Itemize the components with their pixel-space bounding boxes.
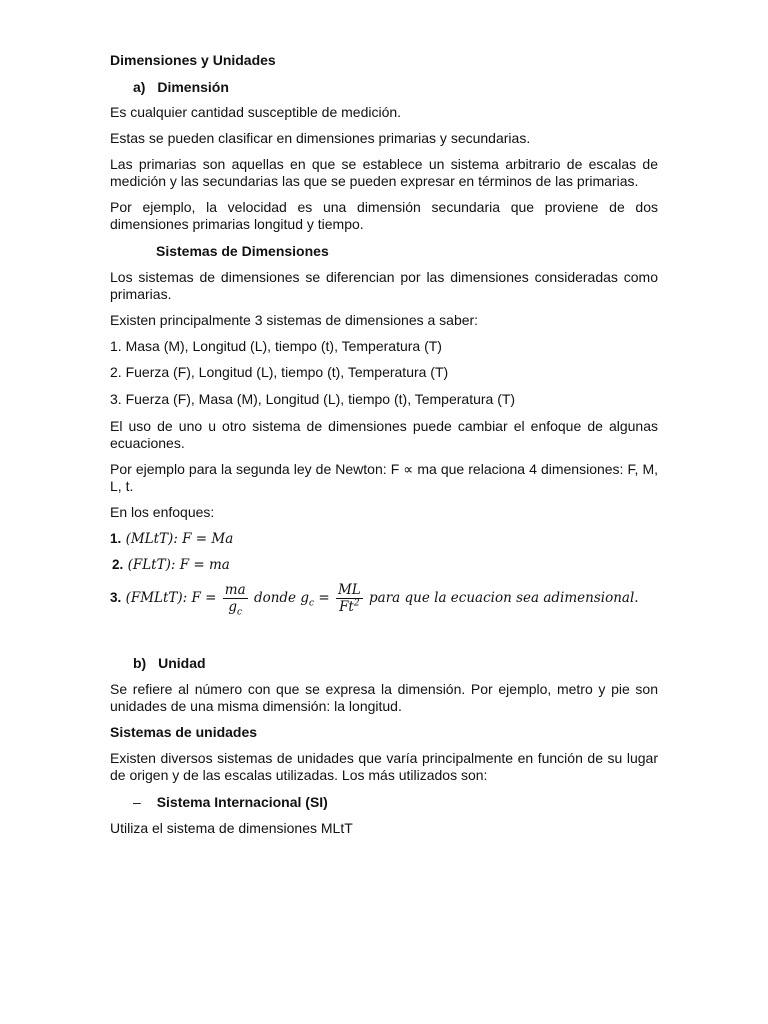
section-b-heading	[133, 655, 681, 672]
section-a-marker: a)	[133, 79, 146, 95]
equation-3-where: donde $g_c$ =	[253, 590, 330, 609]
fraction-2-denominator: Ft$^2$	[339, 598, 360, 615]
paragraph-velocity-example: Por ejemplo, la velocidad es una dimensión secundaria que proviene de dos dimensiones primarias longitud y tiempo.	[110, 199, 658, 232]
paragraph-primary-secondary: Las primarias son aquellas en que se establece un sistema arbitrario de escalas de medición y las secundarias las que se pueden expresar en términos de las primarias.	[110, 156, 658, 189]
bullet-si-heading: Sistema Internacional (SI)	[156, 794, 328, 810]
bullet-si	[133, 794, 681, 811]
fraction-ma-over-gc	[223, 582, 248, 618]
equation-2-number: 2.	[112, 557, 124, 572]
equation-3	[110, 582, 670, 618]
section-b-marker: b)	[133, 655, 147, 671]
section-a-heading	[133, 79, 681, 96]
subheading-unit-systems: Sistemas de unidades	[110, 724, 258, 740]
fraction-ml-over-ft2	[336, 582, 363, 615]
paragraph-unit-definition: Se refiere al número con que se expresa la dimensión. Por ejemplo, metro y pie son unidades de una misma dimensión: la longitud.	[110, 681, 658, 714]
paragraph-three-systems: Existen principalmente 3 sistemas de dimensiones a saber:	[110, 312, 479, 328]
fraction-1-numerator: ma	[224, 582, 246, 598]
list-item-system-1: 1. Masa (M), Longitud (L), tiempo (t), Temperatura (T)	[110, 338, 442, 354]
bullet-marker: –	[133, 794, 141, 810]
fraction-1-denominator: $g_c$	[228, 599, 243, 618]
section-a-title: Dimensión	[157, 79, 229, 95]
list-item-system-2: 2. Fuerza (F), Longitud (L), tiempo (t), Temperatura (T)	[110, 364, 449, 380]
equation-2	[112, 556, 660, 574]
equation-3-number: 3.	[110, 590, 122, 605]
paragraph-classification: Estas se pueden clasificar en dimensiones primarias y secundarias.	[110, 130, 531, 146]
equation-1-number: 1.	[110, 531, 122, 546]
document-title: Dimensiones y Unidades	[110, 52, 276, 68]
paragraph-newton-example: Por ejemplo para la segunda ley de Newton: F ∝ ma que relaciona 4 dimensiones: F, M, L, t.	[110, 461, 658, 494]
equation-1-body: (MLtT): F = Ma	[125, 531, 234, 547]
paragraph-unit-systems: Existen diversos sistemas de unidades que varía principalmente en función de su lugar de origen y de las escalas utilizadas. Los más utilizados son:	[110, 750, 658, 783]
equation-3-lead: (FMLtT): F =	[125, 590, 217, 606]
paragraph-approaches: En los enfoques:	[110, 504, 215, 520]
paragraph-definition: Es cualquier cantidad susceptible de medición.	[110, 104, 402, 120]
equation-2-body: (FLtT): F = ma	[127, 557, 230, 573]
paragraph-systems-differ: Los sistemas de dimensiones se diferencian por las dimensiones consideradas como primarias.	[110, 269, 658, 302]
list-item-system-3: 3. Fuerza (F), Masa (M), Longitud (L), tiempo (t), Temperatura (T)	[110, 391, 516, 407]
section-b-title: Unidad	[158, 655, 206, 671]
subheading-dimension-systems: Sistemas de Dimensiones	[156, 243, 329, 259]
fraction-2-numerator: ML	[337, 582, 361, 598]
equation-1	[110, 530, 658, 548]
equation-3-tail: para que la ecuacion sea adimensional.	[369, 590, 639, 606]
paragraph-si-dimensions: Utiliza el sistema de dimensiones MLtT	[110, 820, 353, 836]
paragraph-usage: El uso de uno u otro sistema de dimensiones puede cambiar el enfoque de algunas ecuaciones.	[110, 418, 658, 451]
